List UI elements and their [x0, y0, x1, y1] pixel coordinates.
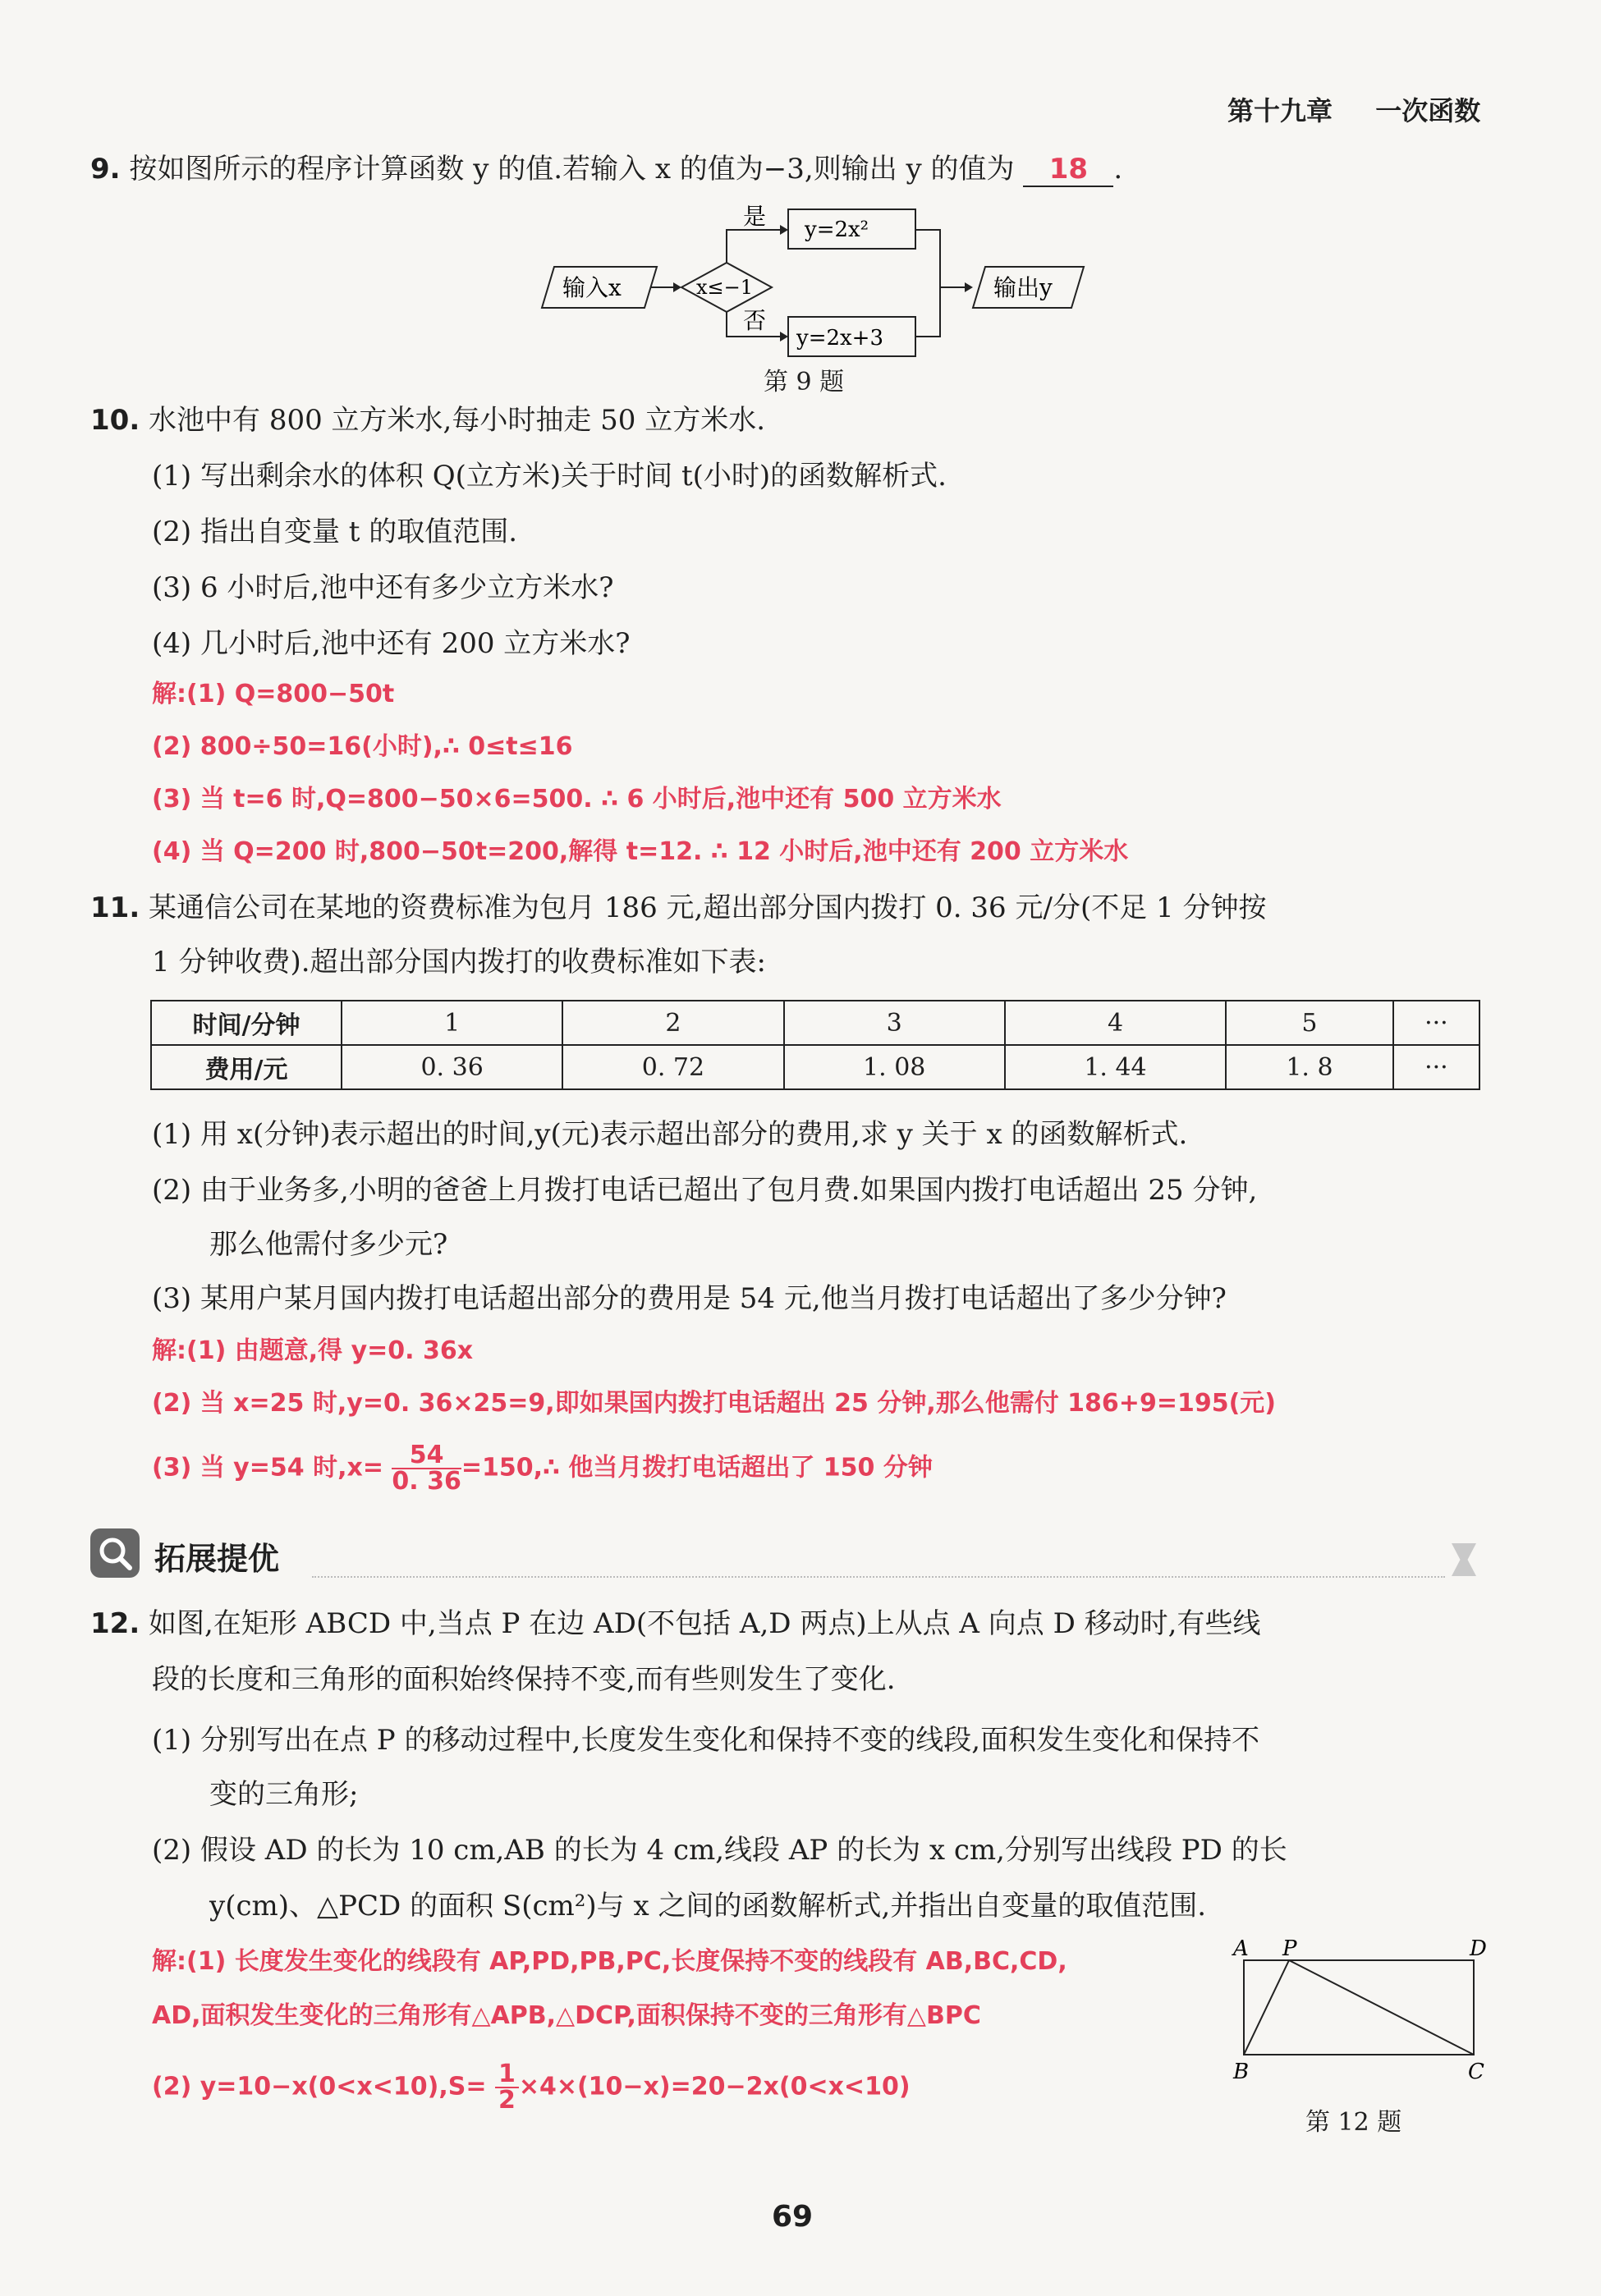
table-cell: 0. 36: [342, 1045, 562, 1089]
segment-pb: [1244, 1960, 1289, 2055]
table-cell: 5: [1226, 1001, 1393, 1045]
chapter-title: 一次函数: [1375, 95, 1481, 126]
table-cell: ···: [1393, 1001, 1479, 1045]
merge-line: [915, 230, 940, 337]
fraction: [392, 1443, 461, 1494]
figure-caption: 第 9 题: [764, 368, 845, 396]
table-cell: 1. 8: [1226, 1045, 1393, 1089]
table-row: [151, 1045, 1479, 1089]
question-part: y(cm)、△PCD 的面积 S(cm²)与 x 之间的函数解析式,并指出自变量的取值范围.: [209, 1890, 1207, 1922]
section-divider: [312, 1576, 1445, 1578]
rectangle-figure: [1223, 1937, 1494, 2089]
question-end: .: [1113, 153, 1123, 186]
answer-line: (4) 当 Q=200 时,800−50t=200,解得 t=12. ∴ 12 小时后,池中还有 200 立方米水: [152, 837, 1129, 866]
question-9: [90, 153, 1122, 187]
fraction-numerator: 54: [392, 1443, 461, 1469]
question-text: 段的长度和三角形的面积始终保持不变,而有些则发生了变化.: [152, 1663, 896, 1696]
question-10: [90, 404, 765, 437]
question-number: 11.: [90, 891, 140, 924]
search-icon: [90, 1528, 140, 1578]
answer-line: (2) 800÷50=16(小时),∴ 0≤t≤16: [152, 732, 573, 761]
fraction-denominator: 0. 36: [392, 1467, 461, 1496]
question-part: (1) 分别写出在点 P 的移动过程中,长度发生变化和保持不变的线段,面积发生变化和保持不: [152, 1724, 1260, 1757]
chapter-number: 第十九章: [1227, 95, 1333, 126]
segment-pc: [1289, 1960, 1474, 2055]
fraction-denominator: 2: [498, 2086, 516, 2115]
table-cell: 0. 72: [562, 1045, 783, 1089]
section-title: 拓展提优: [154, 1541, 280, 1577]
question-part: (3) 某用户某月国内拨打电话超出部分的费用是 54 元,他当月拨打电话超出了多少分钟?: [152, 1282, 1227, 1315]
formula-no: y=2x+3: [796, 326, 884, 351]
arrow-head: [780, 332, 788, 341]
answer-text: ×4×(10−x)=20−2x(0<x<10): [518, 2072, 911, 2101]
page-number: 69: [772, 2200, 814, 2234]
point-label-d: D: [1470, 1937, 1487, 1961]
question-12: [90, 1607, 1260, 1640]
question-part: (2) 由于业务多,小明的爸爸上月拨打电话已超出了包月费.如果国内拨打电话超出 25 分钟,: [152, 1174, 1258, 1207]
answer-blank: 18: [1023, 153, 1113, 187]
question-number: 9.: [90, 153, 121, 186]
table-header: 费用/元: [151, 1045, 342, 1089]
point-label-c: C: [1468, 2060, 1484, 2084]
question-number: 10.: [90, 404, 140, 437]
answer-line: AD,面积发生变化的三角形有△APB,△DCP,面积保持不变的三角形有△BPC: [152, 2001, 981, 2030]
input-label: 输入x: [562, 274, 622, 301]
formula-yes: y=2x²: [805, 218, 869, 242]
yes-branch: [727, 230, 780, 263]
fee-table: [150, 1000, 1480, 1090]
question-part: (1) 写出剩余水的体积 Q(立方米)关于时间 t(小时)的函数解析式.: [152, 460, 947, 493]
answer-text: (3) 当 y=54 时,x=: [152, 1453, 383, 1483]
question-text: 水池中有 800 立方米水,每小时抽走 50 立方米水.: [149, 404, 766, 437]
question-11: [90, 891, 1266, 924]
answer-line: [152, 2062, 911, 2113]
answer-text: (2) y=10−x(0<x<10),S=: [152, 2072, 487, 2101]
condition-label: x≤−1: [696, 276, 754, 299]
question-part: 那么他需付多少元?: [209, 1228, 448, 1261]
table-cell: 2: [562, 1001, 783, 1045]
table-cell: ···: [1393, 1045, 1479, 1089]
hourglass-icon: [1452, 1543, 1476, 1576]
answer-line: 解:(1) Q=800−50t: [152, 680, 395, 708]
yes-label: 是: [743, 203, 767, 230]
fraction: [495, 2062, 519, 2113]
point-label-p: P: [1282, 1937, 1297, 1961]
table-row: [151, 1001, 1479, 1045]
question-part: 变的三角形;: [209, 1778, 359, 1811]
answer-line: 解:(1) 由题意,得 y=0. 36x: [152, 1336, 474, 1365]
rectangle-abcd: [1244, 1960, 1474, 2055]
point-label-a: A: [1233, 1937, 1249, 1961]
point-label-b: B: [1233, 2060, 1250, 2084]
arrow-head: [780, 225, 788, 235]
table-cell: 4: [1005, 1001, 1226, 1045]
question-part: (3) 6 小时后,池中还有多少立方米水?: [152, 571, 614, 604]
fraction-numerator: 1: [495, 2062, 519, 2088]
table-cell: 1. 44: [1005, 1045, 1226, 1089]
question-part: (4) 几小时后,池中还有 200 立方米水?: [152, 627, 631, 660]
table-cell: 1. 08: [784, 1045, 1005, 1089]
answer-line: (3) 当 t=6 时,Q=800−50×6=500. ∴ 6 小时后,池中还有 500 立方米水: [152, 785, 1002, 813]
question-text: 如图,在矩形 ABCD 中,当点 P 在边 AD(不包括 A,D 两点)上从点 A 向点 D 移动时,有些线: [149, 1607, 1261, 1640]
question-text: 1 分钟收费).超出部分国内拨打的收费标准如下表:: [152, 946, 766, 978]
chapter-label: [1227, 90, 1480, 128]
figure-caption: 第 12 题: [1305, 2108, 1402, 2137]
no-label: 否: [743, 307, 767, 334]
answer-line: 解:(1) 长度发生变化的线段有 AP,PD,PB,PC,长度保持不变的线段有 AB,BC,CD,: [152, 1947, 1067, 1976]
flowchart: [534, 197, 1092, 361]
question-part: (1) 用 x(分钟)表示超出的时间,y(元)表示超出部分的费用,求 y 关于 x 的函数解析式.: [152, 1118, 1188, 1151]
table-cell: 1: [342, 1001, 562, 1045]
answer-text: =150,∴ 他当月拨打电话超出了 150 分钟: [461, 1453, 933, 1483]
question-part: (2) 指出自变量 t 的取值范围.: [152, 516, 518, 548]
question-part: (2) 假设 AD 的长为 10 cm,AB 的长为 4 cm,线段 AP 的长为 x cm,分别写出线段 PD 的长: [152, 1834, 1287, 1867]
question-number: 12.: [90, 1607, 140, 1640]
output-label: 输出y: [993, 274, 1053, 301]
answer-line: [152, 1443, 933, 1494]
table-cell: 3: [784, 1001, 1005, 1045]
table-header: 时间/分钟: [151, 1001, 342, 1045]
question-text: 某通信公司在某地的资费标准为包月 186 元,超出部分国内拨打 0. 36 元/分(不足 1 分钟按: [149, 891, 1267, 924]
question-text: 按如图所示的程序计算函数 y 的值.若输入 x 的值为−3,则输出 y 的值为: [129, 153, 1015, 186]
answer-line: (2) 当 x=25 时,y=0. 36×25=9,即如果国内拨打电话超出 25 分钟,那么他需付 186+9=195(元): [152, 1389, 1276, 1418]
arrow-head: [965, 282, 973, 292]
